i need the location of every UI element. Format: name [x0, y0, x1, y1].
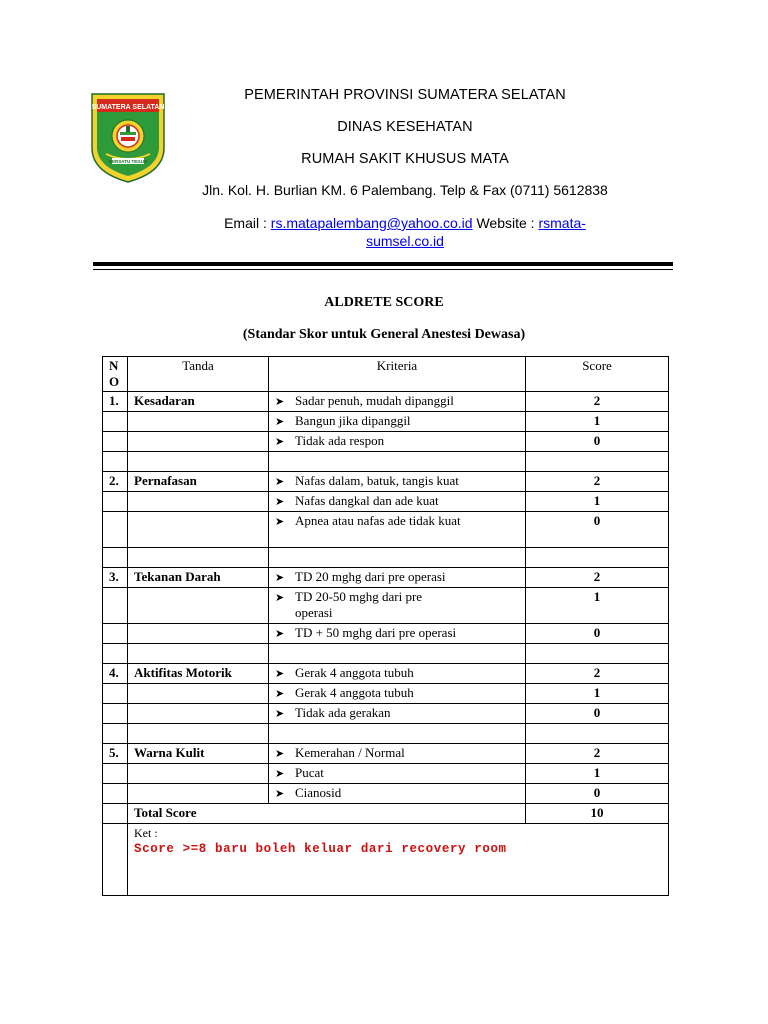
score-value: 1 — [526, 492, 669, 512]
kriteria-text: Sadar penuh, mudah dipanggil — [295, 393, 454, 408]
header-address: Jln. Kol. H. Burlian KM. 6 Palembang. Telp & Fax (0711) 5612838 — [202, 182, 608, 198]
score-value: 1 — [526, 764, 669, 784]
arrow-bullet-icon: ➤ — [275, 572, 285, 584]
arrow-bullet-icon: ➤ — [275, 708, 285, 720]
aldrete-score-table — [102, 356, 669, 896]
arrow-bullet-icon: ➤ — [275, 592, 285, 604]
total-value: 10 — [526, 804, 669, 824]
kriteria-text: Apnea atau nafas ade tidak kuat — [295, 513, 461, 528]
arrow-bullet-icon: ➤ — [275, 416, 285, 428]
score-value: 0 — [526, 784, 669, 804]
kriteria-text: Gerak 4 anggota tubuh — [295, 685, 414, 700]
section-number: 1. — [103, 392, 128, 412]
arrow-bullet-icon: ➤ — [275, 396, 285, 408]
score-value: 0 — [526, 432, 669, 452]
arrow-bullet-icon: ➤ — [275, 748, 285, 760]
arrow-bullet-icon: ➤ — [275, 668, 285, 680]
section-tanda: Warna Kulit — [128, 744, 269, 764]
arrow-bullet-icon: ➤ — [275, 788, 285, 800]
section-number: 3. — [103, 568, 128, 588]
header-contact — [170, 214, 640, 250]
header-government: PEMERINTAH PROVINSI SUMATERA SELATAN — [244, 87, 566, 103]
kriteria-text: TD 20 mghg dari pre operasi — [295, 569, 446, 584]
document-subtitle: (Standar Skor untuk General Anestesi Dewasa) — [242, 327, 526, 342]
header-divider-thick — [93, 262, 673, 266]
section-number: 5. — [103, 744, 128, 764]
note-row — [103, 824, 669, 896]
section-tanda: Kesadaran — [128, 392, 269, 412]
table-row — [103, 764, 669, 784]
kriteria-text: Nafas dangkal dan ade kuat — [295, 493, 439, 508]
header-no: N O — [103, 357, 128, 392]
note-text: Score >=8 baru boleh keluar dari recovery room — [134, 842, 507, 856]
table-row — [103, 392, 669, 412]
arrow-bullet-icon: ➤ — [275, 436, 285, 448]
total-label: Total Score — [128, 804, 526, 824]
table-row — [103, 512, 669, 548]
document-title: ALDRETE SCORE — [324, 295, 444, 310]
score-value: 0 — [526, 704, 669, 724]
total-row — [103, 804, 669, 824]
table-row — [103, 784, 669, 804]
table-row — [103, 624, 669, 644]
header-divider-thin — [93, 269, 673, 270]
section-tanda: Tekanan Darah — [128, 568, 269, 588]
table-row — [103, 412, 669, 432]
score-value: 2 — [526, 664, 669, 684]
score-value: 2 — [526, 472, 669, 492]
section-tanda: Pernafasan — [128, 472, 269, 492]
website-link-part2[interactable]: sumsel.co.id — [366, 233, 444, 249]
kriteria-text: Tidak ada respon — [295, 433, 385, 448]
note-label: Ket : — [134, 826, 158, 840]
website-link-part1[interactable]: rsmata- — [538, 215, 586, 231]
kriteria-text: Cianosid — [295, 785, 342, 800]
logo-text-top: SUMATERA SELATAN — [91, 104, 165, 111]
section-tanda: Aktifitas Motorik — [128, 664, 269, 684]
score-value: 2 — [526, 568, 669, 588]
arrow-bullet-icon: ➤ — [275, 768, 285, 780]
score-value: 1 — [526, 684, 669, 704]
header-kriteria: Kriteria — [269, 357, 526, 392]
note-cell — [128, 824, 669, 896]
kriteria-text: TD + 50 mghg dari pre operasi — [295, 625, 457, 640]
website-label: Website : — [472, 215, 539, 231]
arrow-bullet-icon: ➤ — [275, 688, 285, 700]
arrow-bullet-icon: ➤ — [275, 516, 285, 528]
score-value: 2 — [526, 744, 669, 764]
header-score: Score — [526, 357, 669, 392]
table-row — [103, 472, 669, 492]
kriteria-text: Nafas dalam, batuk, tangis kuat — [295, 473, 459, 488]
score-value: 2 — [526, 392, 669, 412]
kriteria-text: Kemerahan / Normal — [295, 745, 405, 760]
table-row — [103, 684, 669, 704]
table-row — [103, 588, 669, 624]
score-value: 1 — [526, 588, 669, 624]
section-number: 2. — [103, 472, 128, 492]
logo-text-bottom: BERSATU TEGUH — [108, 159, 148, 164]
score-value: 0 — [526, 512, 669, 548]
table-row — [103, 568, 669, 588]
header-department: DINAS KESEHATAN — [337, 119, 473, 135]
kriteria-text: Gerak 4 anggota tubuh — [295, 665, 414, 680]
table-row — [103, 492, 669, 512]
header-hospital: RUMAH SAKIT KHUSUS MATA — [301, 151, 509, 167]
spacer-row — [103, 724, 669, 744]
table-row — [103, 432, 669, 452]
email-link[interactable]: rs.matapalembang@yahoo.co.id — [270, 215, 473, 231]
table-row — [103, 704, 669, 724]
arrow-bullet-icon: ➤ — [275, 628, 285, 640]
header-tanda: Tanda — [128, 357, 269, 392]
arrow-bullet-icon: ➤ — [275, 496, 285, 508]
spacer-row — [103, 548, 669, 568]
arrow-bullet-icon: ➤ — [275, 476, 285, 488]
score-value: 0 — [526, 624, 669, 644]
section-number: 4. — [103, 664, 128, 684]
spacer-row — [103, 452, 669, 472]
table-row — [103, 744, 669, 764]
kriteria-text: Pucat — [295, 765, 324, 780]
kriteria-text: Tidak ada gerakan — [295, 705, 391, 720]
table-header-row — [103, 357, 669, 392]
spacer-row — [103, 644, 669, 664]
table-row — [103, 664, 669, 684]
province-emblem-logo — [90, 92, 166, 184]
email-label: Email : — [224, 215, 271, 231]
kriteria-text: Bangun jika dipanggil — [295, 413, 411, 428]
kriteria-text: TD 20-50 mghg dari pre operasi — [295, 589, 423, 620]
score-value: 1 — [526, 412, 669, 432]
